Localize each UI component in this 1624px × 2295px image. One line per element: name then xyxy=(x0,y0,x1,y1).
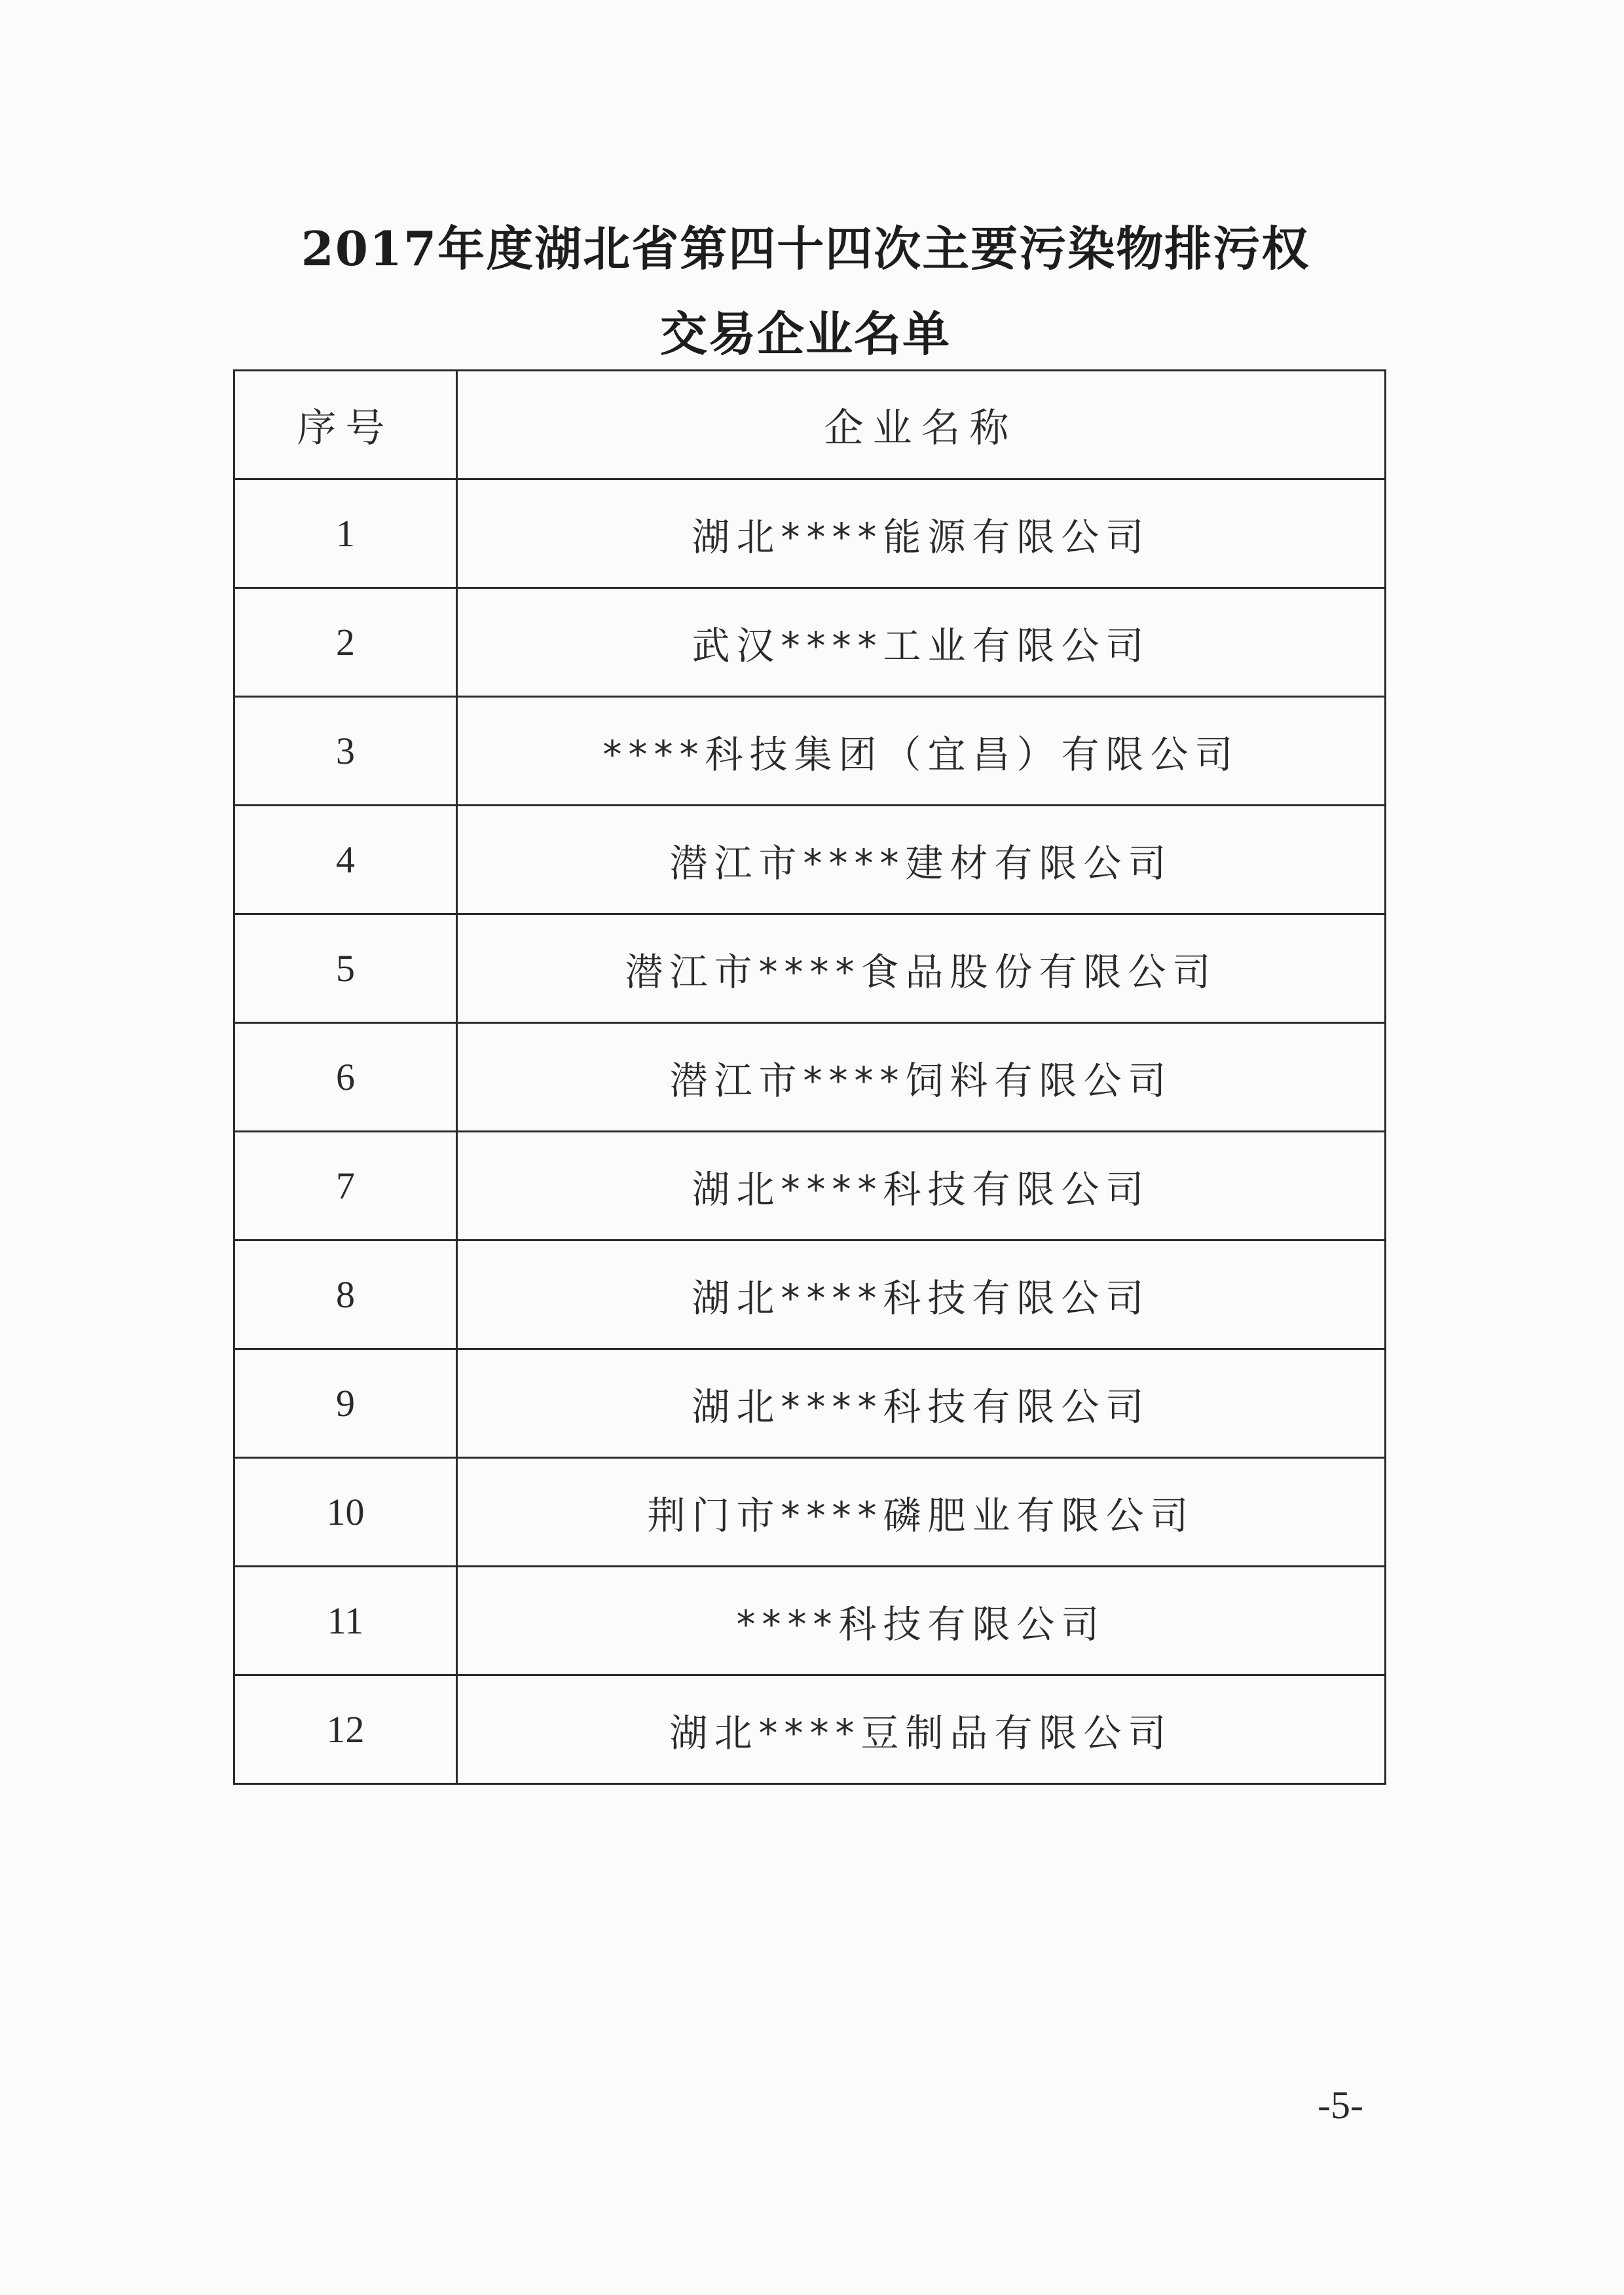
document-title-line-2: 交易企业名单 xyxy=(659,306,951,362)
table-row xyxy=(234,914,1386,1023)
row-enterprise-name: ****科技集团（宜昌）有限公司 xyxy=(457,697,1386,806)
table-row xyxy=(234,806,1386,914)
row-index: 9 xyxy=(234,1349,457,1458)
table-row xyxy=(234,1241,1386,1349)
row-index: 7 xyxy=(234,1132,457,1241)
row-enterprise-name: ****科技有限公司 xyxy=(457,1567,1386,1675)
header-enterprise-name: 企业名称 xyxy=(457,371,1386,479)
row-enterprise-name: 湖北****科技有限公司 xyxy=(457,1349,1386,1458)
row-enterprise-name: 武汉****工业有限公司 xyxy=(457,588,1386,697)
table-row xyxy=(234,1458,1386,1567)
row-index: 6 xyxy=(234,1023,457,1132)
row-enterprise-name: 荆门市****磷肥业有限公司 xyxy=(457,1458,1386,1567)
row-enterprise-name: 潜江市****建材有限公司 xyxy=(457,806,1386,914)
row-enterprise-name: 潜江市****饲料有限公司 xyxy=(457,1023,1386,1132)
table-row xyxy=(234,588,1386,697)
row-index: 11 xyxy=(234,1567,457,1675)
row-index: 2 xyxy=(234,588,457,697)
row-index: 10 xyxy=(234,1458,457,1567)
row-index: 12 xyxy=(234,1675,457,1784)
table-row xyxy=(234,479,1386,588)
page-number: -5- xyxy=(1318,2083,1363,2127)
table-row xyxy=(234,1349,1386,1458)
row-index: 3 xyxy=(234,697,457,806)
row-index: 8 xyxy=(234,1241,457,1349)
table-row xyxy=(234,1567,1386,1675)
document-title-line-1: 2017年度湖北省第四十四次主要污染物排污权 xyxy=(301,221,1310,276)
row-index: 4 xyxy=(234,806,457,914)
row-index: 5 xyxy=(234,914,457,1023)
table-row xyxy=(234,697,1386,806)
row-index: 1 xyxy=(234,479,457,588)
row-enterprise-name: 湖北****科技有限公司 xyxy=(457,1132,1386,1241)
enterprise-list-table xyxy=(233,369,1386,1785)
header-index: 序号 xyxy=(234,371,457,479)
table-row xyxy=(234,1132,1386,1241)
row-enterprise-name: 湖北****科技有限公司 xyxy=(457,1241,1386,1349)
row-enterprise-name: 湖北****豆制品有限公司 xyxy=(457,1675,1386,1784)
table-header-row xyxy=(234,371,1386,479)
row-enterprise-name: 湖北****能源有限公司 xyxy=(457,479,1386,588)
row-enterprise-name: 潜江市****食品股份有限公司 xyxy=(457,914,1386,1023)
table-row xyxy=(234,1675,1386,1784)
table-row xyxy=(234,1023,1386,1132)
